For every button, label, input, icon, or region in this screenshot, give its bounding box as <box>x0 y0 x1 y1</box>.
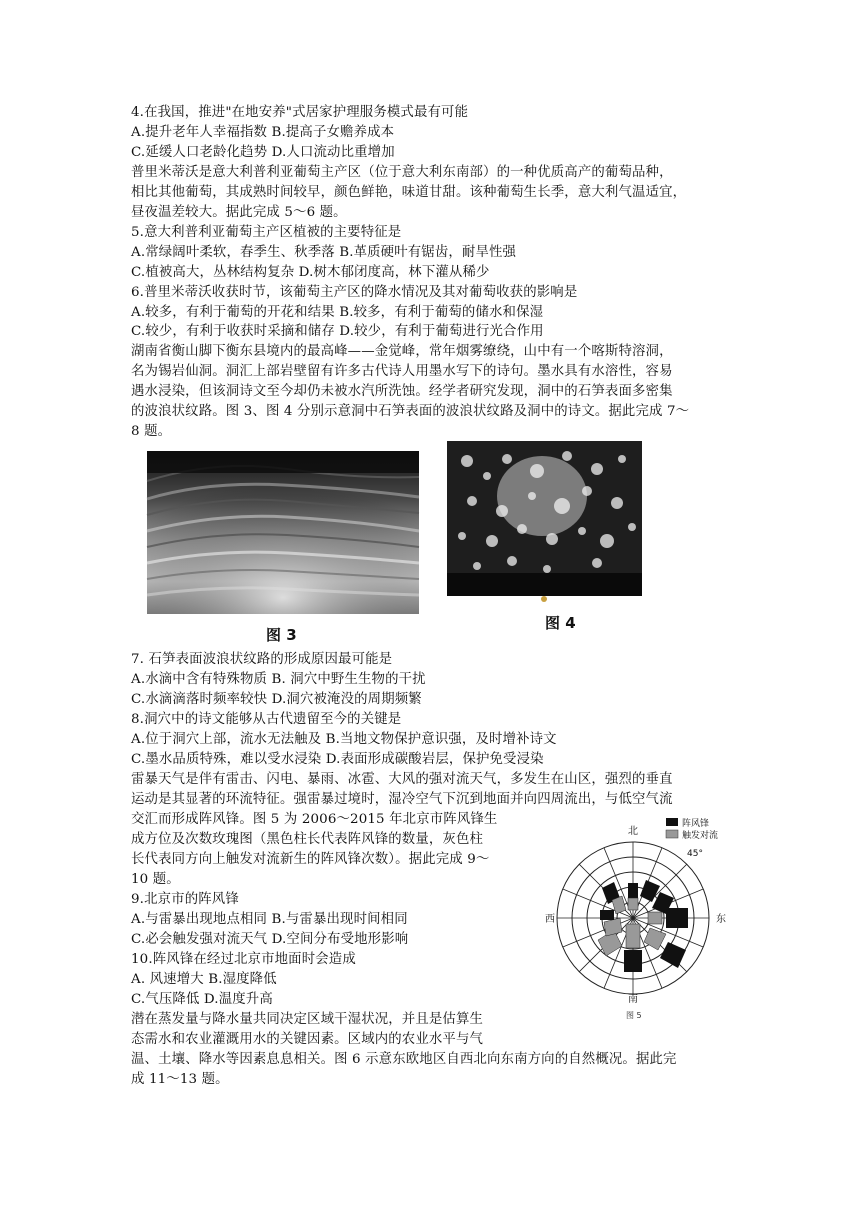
bar-gust-w <box>600 910 614 920</box>
intro-5-6-line1: 普里米蒂沃是意大利普利亚葡萄主产区（位于意大利东南部）的一种优质高产的葡萄品种， <box>131 165 673 180</box>
legend-gust-swatch <box>666 818 678 826</box>
direction-south: 南 <box>628 994 638 1005</box>
bar-trigger-n <box>628 898 638 910</box>
q9-options-ab: A.与雷暴出现地点相同 B.与雷暴出现时间相同 <box>131 912 408 927</box>
intro-11-13-line2: 态需水和农业灌溉用水的关键因素。区域内的农业水平与气 <box>131 1032 484 1047</box>
direction-west: 西 <box>545 914 555 925</box>
intro-9-10-line3: 交汇而形成阵风锋。图 5 为 2006～2015 年北京市阵风锋生 <box>131 812 498 827</box>
figure-4-poem-wall-photo <box>447 441 642 596</box>
intro-9-10-line4: 成方位及次数玫瑰图（黑色柱长代表阵风锋的数量，灰色柱 <box>131 832 484 847</box>
intro-7-8-line1: 湖南省衡山脚下衡东县境内的最高峰——金觉峰，常年烟雾缭绕，山中有一个喀斯特溶洞， <box>131 344 673 359</box>
q9-stem: 9.北京市的阵风锋 <box>131 892 239 907</box>
intro-5-6-line3: 昼夜温差较大。据此完成 5～6 题。 <box>131 205 347 220</box>
q4-options-ab: A.提升老年人幸福指数 B.提高子女赡养成本 <box>131 125 395 140</box>
intro-7-8-line3: 遇水浸染，但该洞诗文至今却仍未被水汽所洗蚀。经学者研究发现，洞中的石笋表面多密集 <box>131 384 673 399</box>
q7-options-cd: C.水滴滴落时频率较快 D.洞穴被淹没的周期频繁 <box>131 692 422 707</box>
intro-7-8-line4: 的波浪状纹路。图 3、图 4 分别示意洞中石笋表面的波浪状纹路及洞中的诗文。据此完成 7～ <box>131 404 690 419</box>
bar-trigger-e <box>648 912 662 924</box>
bar-gust-e <box>666 908 688 928</box>
direction-north: 北 <box>628 826 638 837</box>
bar-trigger-se <box>644 928 666 950</box>
intro-11-13-line3: 温、土壤、降水等因素息息相关。图 6 示意东欧地区自西北向东南方向的自然概况。据此完 <box>131 1052 677 1067</box>
intro-9-10-line5: 长代表同方向上触发对流新生的阵风锋次数）。据此完成 9～ <box>131 852 490 867</box>
q6-stem: 6.普里米蒂沃收获时节，该葡萄主产区的降水情况及其对葡萄收获的影响是 <box>131 285 578 300</box>
cave-wall-texture <box>447 441 642 596</box>
q5-stem: 5.意大利普利亚葡萄主产区植被的主要特征是 <box>131 225 402 240</box>
q6-options-ab: A.较多，有利于葡萄的开花和结果 B.较多，有利于葡萄的储水和保湿 <box>131 305 544 320</box>
intro-7-8-line5: 8 题。 <box>131 424 172 439</box>
intro-11-13-line1: 潜在蒸发量与降水量共同决定区域干湿状况，并且是估算生 <box>131 1012 484 1027</box>
intro-11-13-line4: 成 11～13 题。 <box>131 1072 229 1087</box>
q8-options-cd: C.墨水品质特殊，难以受水浸染 D.表面形成碳酸岩层，保护免受浸染 <box>131 752 544 767</box>
figure-3-caption: 图 3 <box>266 626 297 644</box>
intro-7-8-line2: 名为锡岩仙洞。洞汇上部岩壁留有许多古代诗人用墨水写下的诗句。墨水具有水溶性，容易 <box>131 364 673 379</box>
bar-trigger-s <box>626 924 640 948</box>
q9-options-cd: C.必会触发强对流天气 D.空间分布受地形影响 <box>131 932 409 947</box>
legend-trigger-label: 触发对流 <box>682 831 719 841</box>
figure-3-stalagmite-photo <box>147 451 419 614</box>
legend-trigger-swatch <box>666 830 678 838</box>
q7-options-ab: A.水滴中含有特殊物质 B. 洞穴中野生生物的干扰 <box>131 672 426 687</box>
q4-options-cd: C.延缓人口老龄化趋势 D.人口流动比重增加 <box>131 145 395 160</box>
figure-5-gust-front-rose <box>545 818 748 1028</box>
q10-options-ab: A. 风速增大 B.湿度降低 <box>131 972 277 987</box>
bar-gust-s <box>624 950 642 972</box>
figure-5-caption: 图 5 <box>626 1011 642 1020</box>
q8-options-ab: A.位于洞穴上部，流水无法触及 B.当地文物保护意识强，及时增补诗文 <box>131 732 557 747</box>
q10-stem: 10.阵风锋在经过北京市地面时会造成 <box>131 952 356 967</box>
q5-options-cd: C.植被高大，丛林结构复杂 D.树木郁闭度高，林下灌从稀少 <box>131 265 490 280</box>
q4-stem: 4.在我国，推进"在地安养"式居家护理服务模式最有可能 <box>131 105 469 120</box>
figure-4-marker-dot <box>541 596 547 602</box>
intro-9-10-line6: 10 题。 <box>131 872 180 887</box>
q8-stem: 8.洞穴中的诗文能够从古代遗留至今的关键是 <box>131 712 402 727</box>
bar-gust-se <box>660 942 686 968</box>
bar-trigger-wsw <box>604 918 622 936</box>
stalagmite-wave-texture <box>147 451 419 614</box>
q10-options-cd: C.气压降低 D.温度升高 <box>131 992 273 1007</box>
intro-9-10-line2: 运动是其显著的环流特征。强雷暴过境时，湿冷空气下沉到地面并向四周流出，与低空气流 <box>131 792 673 807</box>
rose-diagram-svg <box>545 818 748 1028</box>
q6-options-cd: C.较少，有利于收获时采摘和储存 D.较少，有利于葡萄进行光合作用 <box>131 324 544 339</box>
angle-label-45: 45° <box>687 849 703 859</box>
direction-east: 东 <box>716 914 726 925</box>
legend-gust-label: 阵风锋 <box>682 819 710 829</box>
intro-9-10-line1: 雷暴天气是伴有雷击、闪电、暴雨、冰雹、大风的强对流天气，多发生在山区，强烈的垂直 <box>131 772 673 787</box>
q5-options-ab: A.常绿阔叶柔软，春季生、秋季落 B.革质硬叶有锯齿，耐旱性强 <box>131 245 517 260</box>
q7-stem: 7. 石笋表面波浪状纹路的形成原因最可能是 <box>131 652 393 667</box>
figure-4-caption: 图 4 <box>545 614 576 632</box>
intro-5-6-line2: 相比其他葡萄，其成熟时间较早，颜色鲜艳，味道甘甜。该种葡萄生长季，意大利气温适宜， <box>131 185 687 200</box>
